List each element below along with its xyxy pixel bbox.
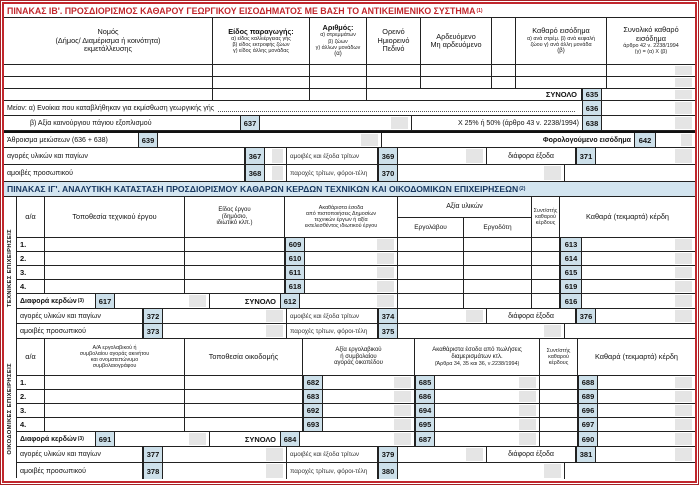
arithmos-cell[interactable] xyxy=(310,65,367,76)
synolo-label: ΣΥΝΟΛΟ xyxy=(244,296,276,306)
pinakas-ib-title-text: ΠΙΝΑΚΑΣ ΙΒ'. ΠΡΟΣΔΙΟΡΙΣΜΟΣ ΚΑΘΑΡΟΥ ΓΕΩΡΓΙΚΟΥ ΕΙΣΟΔΗΜΑΤΟΣ ΜΕ ΒΑΣΗ ΤΟ ΑΝΤΙΚΕΙΜΕΝΙΚΟ ΣΥΣΤΗΜΑ xyxy=(7,5,476,16)
expense-field-378[interactable] xyxy=(163,463,287,479)
synolo-net-field[interactable] xyxy=(598,432,695,446)
diff-field[interactable] xyxy=(115,294,210,308)
technical-side-label: ΤΕΧΝΙΚΕΣ ΕΠΙΧΕΙΡΗΣΕΙΣ xyxy=(7,228,13,308)
tech-expense-row-2 xyxy=(17,324,695,339)
ib-header-net-income: Καθαρό εισόδημα α) ανά στρέμ. β) ανά κεφαλή ζώου γ) ανά άλλη μονάδα (β) xyxy=(516,18,607,64)
expense-field-375[interactable] xyxy=(398,324,565,338)
code-box-642: 642 xyxy=(634,133,656,147)
eidos-cell[interactable] xyxy=(213,89,310,100)
net-field[interactable] xyxy=(598,418,695,431)
ib-synolo-row xyxy=(4,89,695,101)
technical-header-row xyxy=(17,197,695,238)
row-number: 4. xyxy=(17,280,45,293)
empty-cell xyxy=(565,324,695,338)
code-box-616: 616 xyxy=(560,294,582,308)
contractor-field[interactable] xyxy=(398,280,464,293)
tech-row-4 xyxy=(17,280,695,294)
tech-header-location: Τοποθεσία τεχνικού έργου xyxy=(45,197,185,237)
expense-label-379: αμοιβές και έξοδα τρίτων xyxy=(287,447,378,462)
location-cell[interactable] xyxy=(45,252,185,265)
code-box-692: 692 xyxy=(303,404,323,417)
code-box-685: 685 xyxy=(415,376,435,389)
bld-header-gross: Ακαθάριστα έσοδα από πωλήσεις διαμερισμάτων κτλ. (Άρθρα 34, 35 και 36, ν.2238/1994) xyxy=(415,339,540,375)
expense-field-370[interactable] xyxy=(398,165,565,181)
tech-header-materials xyxy=(398,197,532,237)
expense-field-367[interactable] xyxy=(265,148,287,164)
expense-field-380[interactable] xyxy=(398,463,565,479)
synolo-gross-field[interactable] xyxy=(435,432,540,446)
bld-header-aa: α/α xyxy=(17,339,45,375)
location-cell[interactable] xyxy=(45,266,185,279)
row-number: 4. xyxy=(17,418,45,431)
contractor-field[interactable] xyxy=(398,266,464,279)
expense-label-380: παροχές τρίτων, φόροι-τέλη xyxy=(287,463,378,479)
tech-row-2 xyxy=(17,252,695,266)
code-box-689: 689 xyxy=(578,390,598,403)
athroisma-label: Άθροισμα μειώσεων (636 + 638) xyxy=(7,136,108,144)
ib-header-zone: Ορεινό Ημιορεινό Πεδινό xyxy=(367,18,421,64)
code-box-684: 684 xyxy=(280,432,300,446)
net-field[interactable] xyxy=(582,238,695,251)
expense-label-368: αμοιβές προσωπικού xyxy=(4,165,245,181)
expense-field-372[interactable] xyxy=(163,309,287,323)
tech-header-net: Καθαρά (τεκμαρτά) κέρδη xyxy=(586,211,669,221)
row-number: 3. xyxy=(17,266,45,279)
tech-row-3 xyxy=(17,266,695,280)
meion-b-label: β) Αξία καινούργιου πάγιου εξοπλισμού xyxy=(30,119,152,127)
code-box-688: 688 xyxy=(578,376,598,389)
code-box-372: 372 xyxy=(143,309,163,323)
synolo-amount-field[interactable] xyxy=(602,89,695,100)
code-box-693: 693 xyxy=(303,418,323,431)
employer-field[interactable] xyxy=(464,266,532,279)
expense-field-373[interactable] xyxy=(163,324,287,338)
gross-field[interactable] xyxy=(435,390,540,403)
code-box-377: 377 xyxy=(143,447,163,462)
nomos-cell[interactable] xyxy=(4,65,213,76)
gross-field[interactable] xyxy=(305,280,398,293)
coeff-field[interactable] xyxy=(540,376,578,389)
empty-cell xyxy=(565,165,695,181)
bld-header-value: Αξία εργολαβικού ή συμβολαίου αγοράς οικοπέδου xyxy=(303,339,415,375)
contract-cell[interactable] xyxy=(45,390,185,403)
row-number: 1. xyxy=(17,238,45,251)
athroisma-amount-field[interactable] xyxy=(158,133,382,147)
kind-cell[interactable] xyxy=(185,238,285,251)
contractor-field[interactable] xyxy=(398,252,464,265)
net-field[interactable] xyxy=(582,266,695,279)
code-box-682: 682 xyxy=(303,376,323,389)
coeff-field[interactable] xyxy=(540,432,578,446)
code-box-379: 379 xyxy=(378,447,398,462)
coeff-field[interactable] xyxy=(540,418,578,431)
technical-side-strip xyxy=(4,197,17,339)
pinakas-ig-title-note: (2) xyxy=(519,186,526,192)
code-box-381: 381 xyxy=(576,447,596,462)
bld-row-3 xyxy=(17,404,695,418)
code-box-696: 696 xyxy=(578,404,598,417)
code-box-614: 614 xyxy=(560,252,582,265)
code-box-683: 683 xyxy=(303,390,323,403)
bld-header-net: Καθαρά (τεκμαρτά) κέρδη xyxy=(595,351,678,361)
code-box-686: 686 xyxy=(415,390,435,403)
tech-expense-row-1 xyxy=(17,309,695,324)
row-number: 3. xyxy=(17,404,45,417)
spacer-cell xyxy=(492,77,516,88)
code-box-694: 694 xyxy=(415,404,435,417)
expense-field-381[interactable] xyxy=(596,447,695,462)
zone-cell[interactable] xyxy=(367,77,421,88)
ib-meion-a-row xyxy=(4,101,695,116)
location-cell[interactable] xyxy=(185,390,303,403)
irrigated-cell[interactable] xyxy=(421,77,492,88)
code-box-619: 619 xyxy=(560,280,582,293)
code-box-637: 637 xyxy=(240,116,260,130)
bld-header-coeff: Συντ/στής καθαρού κέρδους xyxy=(540,339,578,375)
location-cell[interactable] xyxy=(185,404,303,417)
net-field[interactable] xyxy=(598,404,695,417)
gross-field[interactable] xyxy=(305,238,398,251)
ib-header-total-income: Συνολικό καθαρό εισόδημα άρθρο 42 ν. 2238/1994 (γ) = (α) Χ (β) xyxy=(623,25,679,56)
expense-label-372: αγορές υλικών και παγίων xyxy=(17,309,143,323)
contractor-field[interactable] xyxy=(398,294,464,308)
spacer-cell xyxy=(492,65,516,76)
technical-subtable xyxy=(4,197,695,339)
coeff-field[interactable] xyxy=(532,266,560,279)
row-number: 2. xyxy=(17,390,45,403)
ib-expense-row-2 xyxy=(4,165,695,182)
value-field[interactable] xyxy=(323,404,415,417)
bld-row-4 xyxy=(17,418,695,432)
code-box-690: 690 xyxy=(578,432,598,446)
code-box-615: 615 xyxy=(560,266,582,279)
forologoumeno-label: Φορολογούμενο εισόδημα xyxy=(542,136,631,144)
ib-expense-row-1 xyxy=(4,148,695,165)
pinakas-ig-title xyxy=(4,182,695,197)
building-subtable xyxy=(4,339,695,479)
ib-header-row xyxy=(4,18,695,65)
expense-label-373: αμοιβές προσωπικού xyxy=(17,324,143,338)
location-cell[interactable] xyxy=(45,280,185,293)
coeff-field[interactable] xyxy=(532,294,560,308)
materials-contractor: Εργολάβου xyxy=(398,218,464,238)
code-box-375: 375 xyxy=(378,324,398,338)
nomos-cell[interactable] xyxy=(4,77,213,88)
tech-header-kind: Είδος έργου (δημόσιο, ιδιωτικό κλπ.) xyxy=(185,197,285,237)
bld-expense-row-1 xyxy=(17,447,695,463)
expense-field-374[interactable] xyxy=(398,309,487,323)
ib-header-arithmos: Αριθμός: α) στρεμμάτων β) ζώων γ) άλλων μονάδων (α) xyxy=(310,18,367,64)
contractor-field[interactable] xyxy=(398,238,464,251)
expense-label-375: παροχές τρίτων, φόροι-τέλη xyxy=(287,324,378,338)
code-box-369: 369 xyxy=(378,148,398,164)
net-income-cell[interactable] xyxy=(516,77,607,88)
synolo-gross-field[interactable] xyxy=(300,294,398,308)
code-box-613: 613 xyxy=(560,238,582,251)
synolo-value-field[interactable] xyxy=(300,432,415,446)
net-field[interactable] xyxy=(598,390,695,403)
meion-b-result-field[interactable] xyxy=(602,116,695,130)
gross-field[interactable] xyxy=(435,404,540,417)
bld-header-contract: Α/Α εργολαβικού ή συμβολαίου αγοράς ακινήτου και ονοματεπώνυμο συμβολαιογράφου xyxy=(45,339,185,375)
meion-b-factor-label: Χ 25% ή 50% (άρθρο 43 ν. 2238/1994) xyxy=(458,119,579,127)
tech-header-coeff: Συντ/στής καθαρού κέρδους xyxy=(532,197,560,237)
eidos-cell[interactable] xyxy=(213,65,310,76)
kind-cell[interactable] xyxy=(185,252,285,265)
code-box-691: 691 xyxy=(95,432,115,446)
pinakas-ib-panel xyxy=(4,4,695,182)
contract-cell[interactable] xyxy=(45,376,185,389)
total-income-cell[interactable] xyxy=(607,77,695,88)
code-box-638: 638 xyxy=(582,116,602,130)
bld-row-1 xyxy=(17,376,695,390)
building-header-row xyxy=(17,339,695,376)
location-cell[interactable] xyxy=(185,418,303,431)
diff-label: Διαφορά κερδών (3) xyxy=(20,297,84,305)
expense-label-367: αγορές υλικών και παγίων xyxy=(4,148,245,164)
ib-header-nomos: Νομός (Δήμος/ Διαμέρισμα ή κοινότητα) εκμετάλλευσης xyxy=(4,18,213,64)
gross-field[interactable] xyxy=(305,266,398,279)
expense-field-379[interactable] xyxy=(398,447,487,462)
coeff-field[interactable] xyxy=(540,404,578,417)
employer-field[interactable] xyxy=(464,238,532,251)
form-border xyxy=(2,2,697,483)
expense-field-376[interactable] xyxy=(596,309,695,323)
synolo-label: ΣΥΝΟΛΟ xyxy=(244,434,276,444)
gross-field[interactable] xyxy=(435,376,540,389)
ib-data-row-1 xyxy=(4,65,695,77)
synolo-net-field[interactable] xyxy=(582,294,695,308)
expense-field-377[interactable] xyxy=(163,447,287,462)
pinakas-ig-panel xyxy=(4,182,695,479)
code-box-373: 373 xyxy=(143,324,163,338)
synolo-label: ΣΥΝΟΛΟ xyxy=(367,89,582,100)
code-box-609: 609 xyxy=(285,238,305,251)
gross-field[interactable] xyxy=(305,252,398,265)
pinakas-ig-title-text: ΠΙΝΑΚΑΣ ΙΓ'. ΑΝΑΛΥΤΙΚΗ ΚΑΤΑΣΤΑΣΗ ΠΡΟΣΔΙΟΡΙΣΜΟΥ ΚΑΘΑΡΩΝ ΚΕΡΔΩΝ ΤΕΧΝΙΚΩΝ ΚΑΙ ΟΙΚΟΔΟΜΙΚΩΝ ΕΠΙΧΕΙΡΗΣΕΩΝ xyxy=(7,184,519,194)
irrigated-cell[interactable] xyxy=(421,65,492,76)
location-cell[interactable] xyxy=(45,238,185,251)
row-number: 2. xyxy=(17,252,45,265)
expense-label-376: διάφορα έξοδα xyxy=(487,309,576,323)
code-box-370: 370 xyxy=(378,165,398,181)
code-box-376: 376 xyxy=(576,309,596,323)
value-field[interactable] xyxy=(323,418,415,431)
bld-total-row xyxy=(17,432,695,447)
expense-field-371[interactable] xyxy=(596,148,695,164)
expense-label-370: παροχές τρίτων, φόροι-τέλη xyxy=(287,165,378,181)
expense-label-371: διάφορα έξοδα xyxy=(487,148,576,164)
code-box-635: 635 xyxy=(582,89,602,100)
value-field[interactable] xyxy=(323,390,415,403)
tech-header-gross: Ακαθάριστα έσοδα από πιστοποιήσεις Δημοσίων τεχνικών έργων ή αξία εκτελεσθέντος ιδιωτικού έργου xyxy=(285,197,398,237)
code-box-639: 639 xyxy=(138,133,158,147)
materials-employer: Εργοδότη xyxy=(483,223,512,231)
diff-label: Διαφορά κερδών (3) xyxy=(20,435,84,443)
code-box-612: 612 xyxy=(280,294,300,308)
net-field[interactable] xyxy=(598,376,695,389)
diff-field[interactable] xyxy=(115,432,210,446)
ib-header-eidos: Είδος παραγωγής: α) είδος καλλιέργειας γής β) είδος εκτροφής ζώων γ) είδος άλλης μονάδας xyxy=(213,18,310,64)
net-field[interactable] xyxy=(582,252,695,265)
code-box-610: 610 xyxy=(285,252,305,265)
coeff-field[interactable] xyxy=(540,390,578,403)
bld-row-2 xyxy=(17,390,695,404)
expense-label-378: αμοιβές προσωπικού xyxy=(17,463,143,479)
code-box-618: 618 xyxy=(285,280,305,293)
net-field[interactable] xyxy=(582,280,695,293)
code-box-636: 636 xyxy=(582,101,602,115)
bld-header-location: Τοποθεσία οικοδομής xyxy=(185,339,303,375)
coeff-field[interactable] xyxy=(532,280,560,293)
code-box-697: 697 xyxy=(578,418,598,431)
value-field[interactable] xyxy=(323,376,415,389)
code-box-687: 687 xyxy=(415,432,435,446)
empty-cell xyxy=(565,463,695,479)
building-side-label: ΟΙΚΟΔΟΜΙΚΕΣ ΕΠΙΧΕΙΡΗΣΕΙΣ xyxy=(7,362,13,455)
gross-field[interactable] xyxy=(435,418,540,431)
eidos-cell[interactable] xyxy=(213,77,310,88)
employer-field[interactable] xyxy=(464,252,532,265)
building-side-strip xyxy=(4,339,17,478)
code-box-695: 695 xyxy=(415,418,435,431)
tech-row-1 xyxy=(17,238,695,252)
tech-header-aa: α/α xyxy=(17,197,45,237)
meion-b-amount-field[interactable] xyxy=(260,116,412,130)
kind-cell[interactable] xyxy=(185,280,285,293)
row-number: 1. xyxy=(17,376,45,389)
ib-athroisma-row xyxy=(4,131,695,148)
coeff-field[interactable] xyxy=(532,252,560,265)
expense-label-374: αμοιβές και έξοδα τρίτων xyxy=(287,309,378,323)
code-box-378: 378 xyxy=(143,463,163,479)
pinakas-ib-title-note: (1) xyxy=(476,7,483,14)
employer-field[interactable] xyxy=(464,280,532,293)
ib-data-row-2 xyxy=(4,77,695,89)
dotted-leader xyxy=(218,111,575,112)
coeff-field[interactable] xyxy=(532,238,560,251)
bld-expense-row-2 xyxy=(17,463,695,479)
location-cell[interactable] xyxy=(185,376,303,389)
pinakas-ib-title xyxy=(4,4,695,18)
tech-total-row xyxy=(17,294,695,309)
code-box-367: 367 xyxy=(245,148,265,164)
expense-label-377: αγορές υλικών και παγίων xyxy=(17,447,143,462)
code-box-380: 380 xyxy=(378,463,398,479)
total-income-cell[interactable] xyxy=(607,65,695,76)
forologoumeno-amount-field[interactable] xyxy=(656,133,695,147)
kind-cell[interactable] xyxy=(185,266,285,279)
contract-cell[interactable] xyxy=(45,418,185,431)
zone-cell[interactable] xyxy=(367,65,421,76)
arithmos-cell[interactable] xyxy=(310,77,367,88)
expense-field-369[interactable] xyxy=(398,148,487,164)
code-box-374: 374 xyxy=(378,309,398,323)
ib-header-irrigated: Αρδευόμενο Μη αρδευόμενο xyxy=(421,18,492,64)
code-box-371: 371 xyxy=(576,148,596,164)
meion-a-amount-field[interactable] xyxy=(602,101,695,115)
net-income-cell[interactable] xyxy=(516,65,607,76)
contract-cell[interactable] xyxy=(45,404,185,417)
employer-field[interactable] xyxy=(464,294,532,308)
arithmos-cell[interactable] xyxy=(310,89,367,100)
nomos-cell[interactable] xyxy=(4,89,213,100)
materials-title: Αξία υλικών xyxy=(398,197,531,218)
ib-meion-b-row xyxy=(4,116,695,131)
code-box-368: 368 xyxy=(245,165,265,181)
ib-header-spacer xyxy=(492,18,516,64)
expense-field-368[interactable] xyxy=(265,165,287,181)
expense-label-381: διάφορα έξοδα xyxy=(487,447,576,462)
code-box-611: 611 xyxy=(285,266,305,279)
code-box-617: 617 xyxy=(95,294,115,308)
expense-label-369: αμοιβές και έξοδα τρίτων xyxy=(287,148,378,164)
meion-a-label: Μείον: α) Ενοίκια που καταβλήθηκαν για εκμίσθωση γεωργικής γής xyxy=(4,101,582,115)
